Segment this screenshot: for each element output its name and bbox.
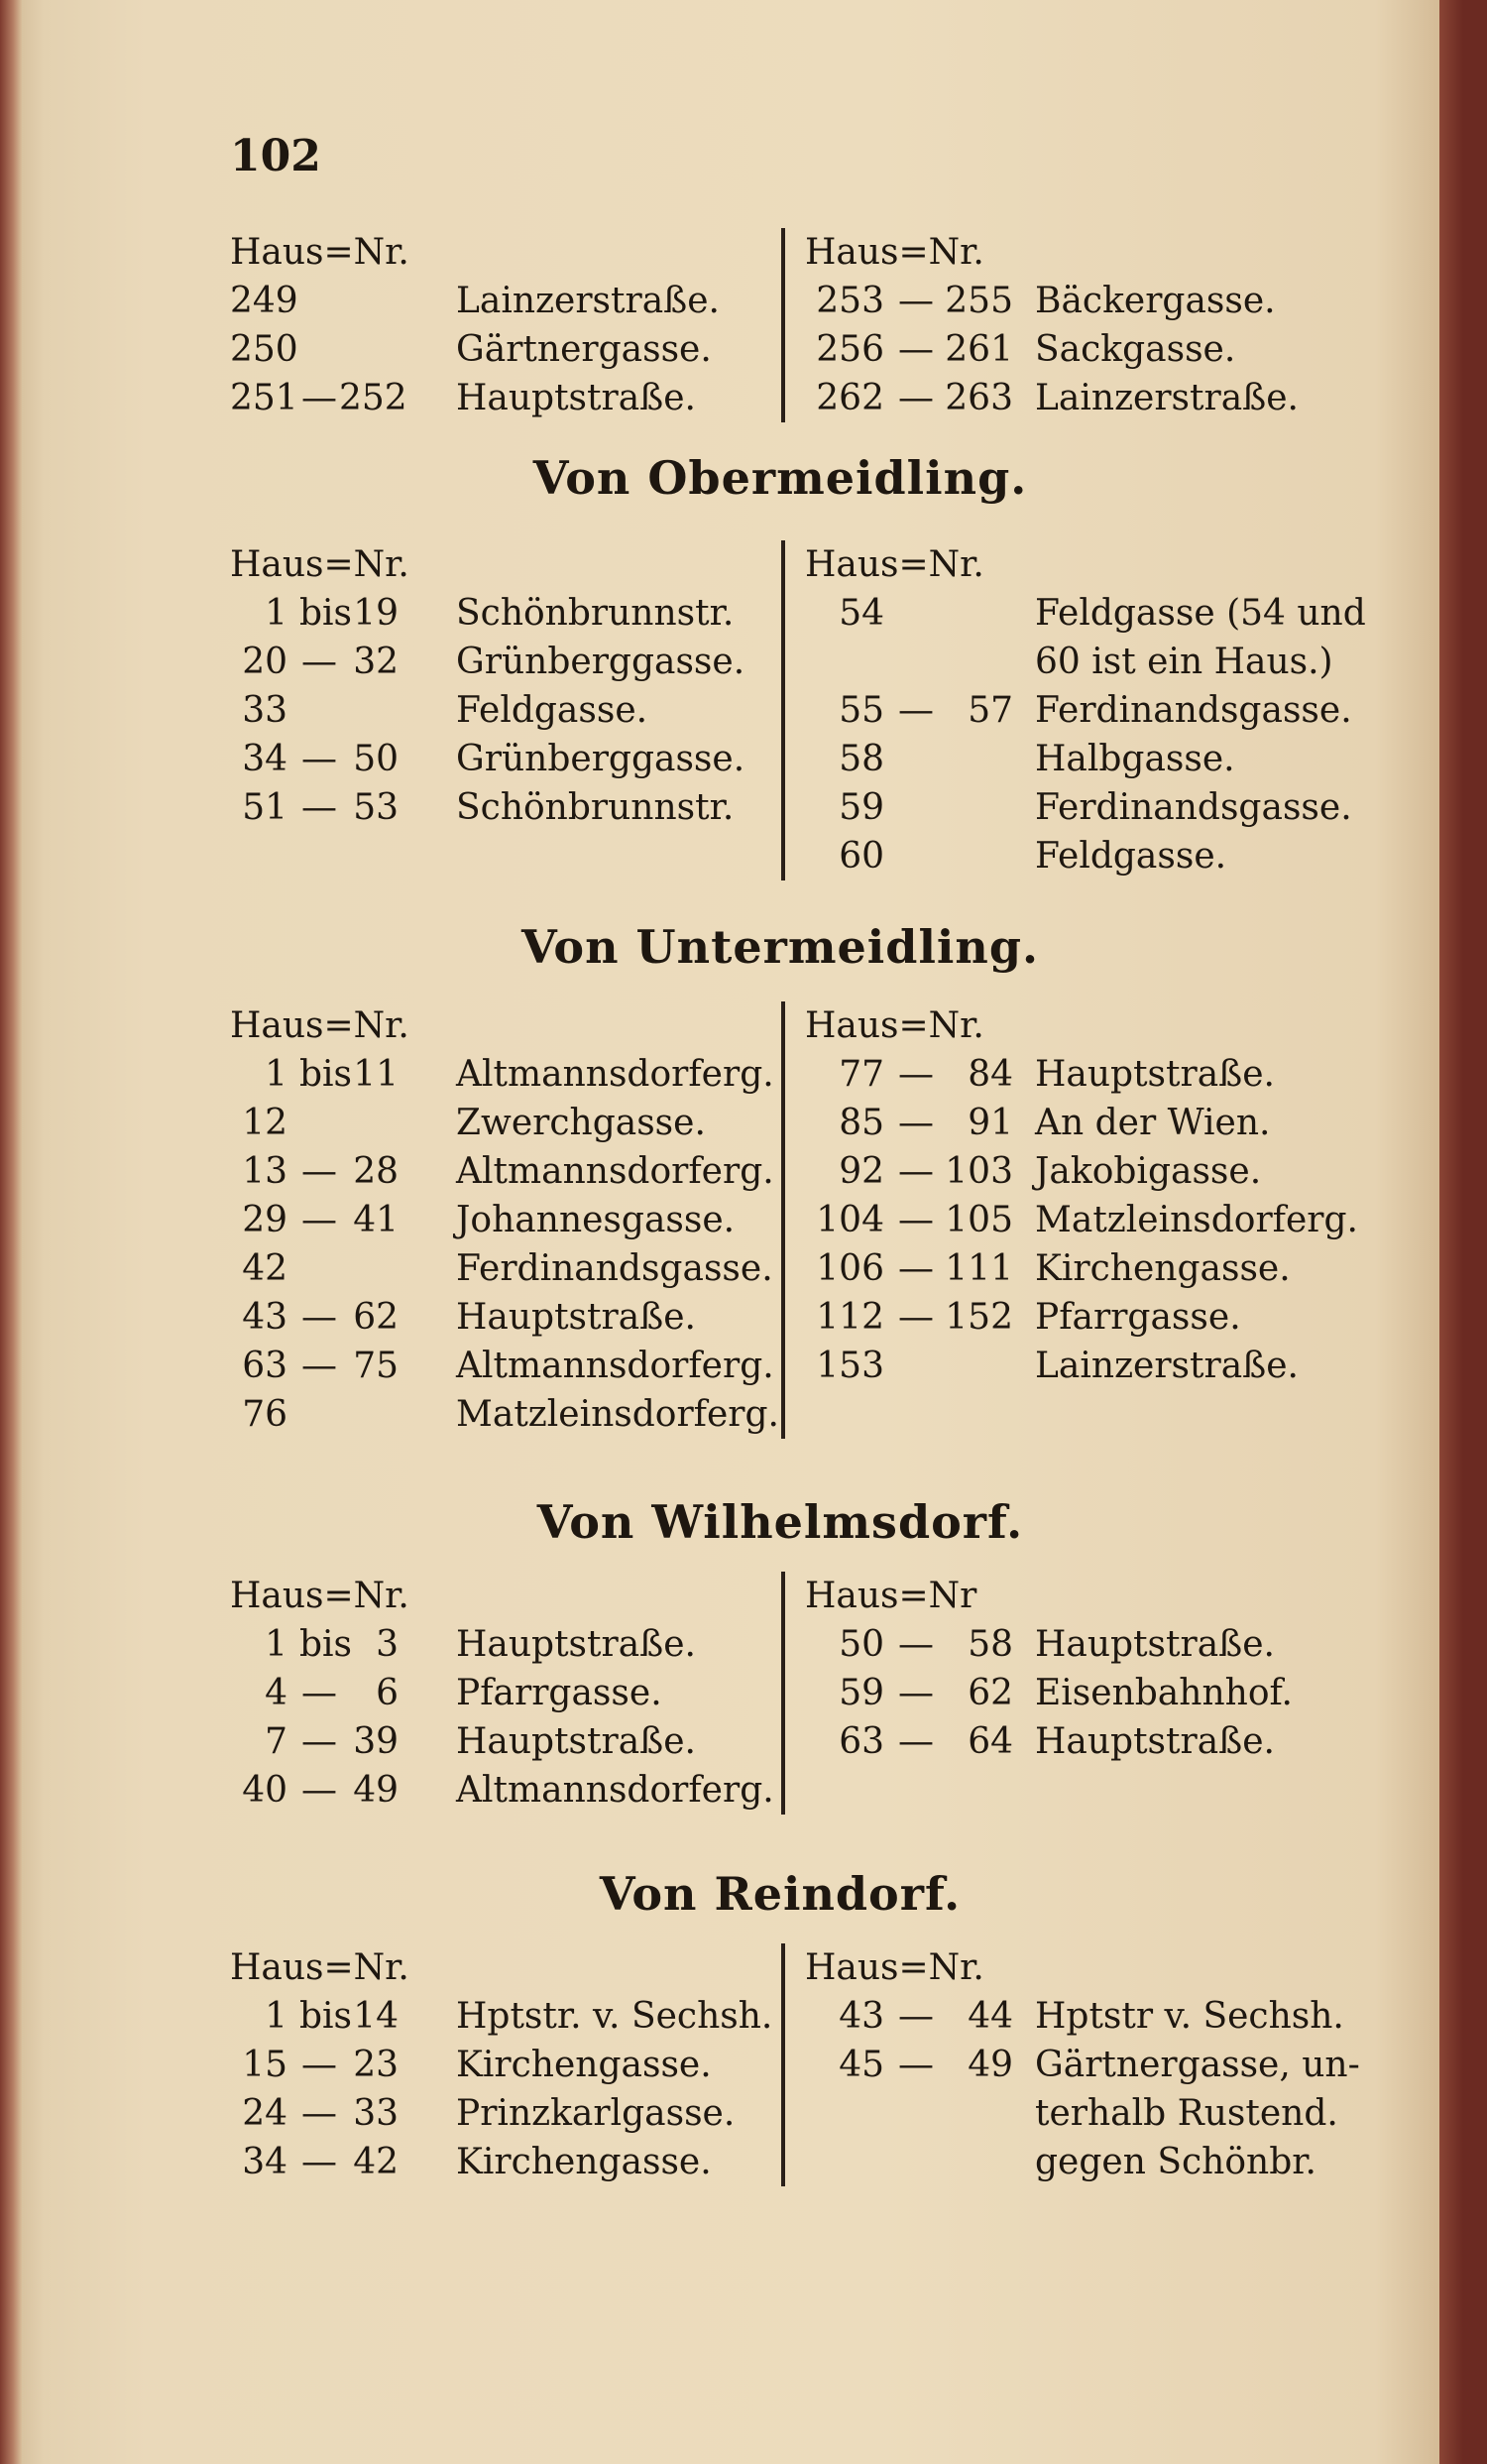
house-number-to: 64 <box>968 1721 1013 1762</box>
range-separator: — <box>898 1673 934 1713</box>
range-separator: — <box>898 329 934 370</box>
list-item <box>805 277 1340 325</box>
range-separator: — <box>301 642 337 682</box>
house-number-from: 106 <box>816 1248 884 1289</box>
range-separator: — <box>301 1770 337 1811</box>
section-heading: Von Untermeidling. <box>520 920 1040 974</box>
page-number: 102 <box>230 131 321 181</box>
column-divider <box>781 1001 785 1439</box>
column-header: Haus=Nr. <box>230 1947 409 1988</box>
column-header: Haus=Nr. <box>230 232 409 273</box>
list-item <box>230 1050 774 1099</box>
list-item <box>805 686 1352 735</box>
house-number-from: 77 <box>839 1054 884 1095</box>
range-separator: — <box>301 739 337 779</box>
house-number-from: 40 <box>242 1770 287 1811</box>
range-separator: bis <box>299 1054 353 1095</box>
right-column <box>805 540 1366 880</box>
street-name: Hauptstraße. <box>1035 1054 1275 1095</box>
street-name: Hptstr. v. Sechsh. <box>456 1996 773 2037</box>
list-item <box>230 1342 774 1390</box>
street-name: Altmannsdorferg. <box>456 1346 774 1386</box>
house-number-from: 253 <box>816 281 884 321</box>
range-separator: — <box>301 1673 337 1713</box>
list-item <box>805 589 1366 638</box>
house-number-to: 32 <box>353 642 399 682</box>
house-number-to: 62 <box>353 1297 399 1338</box>
street-name: Hauptstraße. <box>1035 1624 1275 1665</box>
house-number-to: 50 <box>353 739 399 779</box>
range-separator: — <box>898 378 934 418</box>
street-name: Lainzerstraße. <box>1035 378 1299 418</box>
house-number-from: 51 <box>242 787 287 828</box>
column-header: Haus=Nr. <box>230 544 409 585</box>
range-separator: — <box>898 1624 934 1665</box>
list-item <box>805 2138 1340 2186</box>
section-heading: Von Obermeidling. <box>532 451 1028 505</box>
list-item <box>805 374 1340 422</box>
house-number-from: 1 <box>265 1624 287 1665</box>
house-number-from: 33 <box>242 690 287 731</box>
house-number-from: 59 <box>839 787 884 828</box>
house-number-from: 29 <box>242 1200 287 1240</box>
house-number-to: 252 <box>339 378 407 418</box>
list-item <box>805 1293 1340 1342</box>
house-number-from: 58 <box>839 739 884 779</box>
list-item <box>230 1196 765 1244</box>
list-item <box>230 1293 765 1342</box>
street-name: gegen Schönbr. <box>1035 2142 1316 2182</box>
column-header: Haus=Nr. <box>805 1947 984 1988</box>
list-item <box>230 277 765 325</box>
house-number-from: 43 <box>242 1297 287 1338</box>
list-item <box>230 1147 774 1196</box>
column-divider <box>781 1572 785 1815</box>
house-number-from: 251 <box>230 378 298 418</box>
range-separator: — <box>301 1346 337 1386</box>
range-separator: — <box>301 1297 337 1338</box>
house-number-to: 255 <box>945 281 1013 321</box>
house-number-from: 60 <box>839 836 884 877</box>
left-column <box>230 540 765 832</box>
street-name: Grünberggasse. <box>456 642 745 682</box>
list-item <box>805 735 1340 783</box>
street-name: Feldgasse (54 und <box>1035 593 1366 634</box>
house-number-from: 20 <box>242 642 287 682</box>
street-name: Schönbrunnstr. <box>456 787 735 828</box>
house-number-from: 85 <box>839 1103 884 1143</box>
house-number-from: 12 <box>242 1103 287 1143</box>
list-item <box>230 1717 765 1766</box>
house-number-from: 55 <box>839 690 884 731</box>
house-number-to: 111 <box>945 1248 1013 1289</box>
street-name: Grünberggasse. <box>456 739 745 779</box>
list-item <box>230 1766 774 1815</box>
column-header: Haus=Nr. <box>230 1005 409 1046</box>
range-separator: bis <box>299 593 353 634</box>
list-item <box>805 325 1340 374</box>
house-number-to: 14 <box>353 1996 399 2037</box>
section-heading: Von Wilhelmsdorf. <box>536 1495 1024 1549</box>
range-separator: — <box>301 787 337 828</box>
house-number-from: 13 <box>242 1151 287 1192</box>
house-number-from: 34 <box>242 739 287 779</box>
range-separator: bis <box>299 1996 353 2037</box>
street-name: Lainzerstraße. <box>456 281 720 321</box>
street-name: Kirchengasse. <box>456 2142 712 2182</box>
range-separator: bis <box>299 1624 353 1665</box>
range-separator: — <box>301 2093 337 2134</box>
column-header: Haus=Nr. <box>805 232 984 273</box>
column-header: Haus=Nr. <box>805 544 984 585</box>
list-item <box>805 832 1340 880</box>
house-number-to: 91 <box>968 1103 1013 1143</box>
house-number-from: 4 <box>265 1673 287 1713</box>
range-separator: — <box>898 1054 934 1095</box>
street-name: Gärtnergasse, un- <box>1035 2045 1360 2085</box>
list-item <box>230 325 765 374</box>
house-number-from: 76 <box>242 1394 287 1435</box>
list-item <box>805 2089 1340 2138</box>
list-item <box>805 1244 1340 1293</box>
house-number-to: 75 <box>353 1346 399 1386</box>
list-item <box>805 1992 1344 2041</box>
left-column <box>230 1572 774 1815</box>
section-heading: Von Reindorf. <box>599 1867 962 1921</box>
house-number-to: 49 <box>353 1770 399 1811</box>
house-number-to: 3 <box>376 1624 399 1665</box>
range-separator: — <box>301 1151 337 1192</box>
range-separator: — <box>898 1151 934 1192</box>
column-divider <box>781 228 785 422</box>
street-name: Altmannsdorferg. <box>456 1151 774 1192</box>
street-name: Schönbrunnstr. <box>456 593 735 634</box>
list-item <box>805 1147 1340 1196</box>
house-number-from: 1 <box>265 1996 287 2037</box>
street-name: Hauptstraße. <box>456 378 696 418</box>
house-number-to: 103 <box>945 1151 1013 1192</box>
range-separator: — <box>898 1297 934 1338</box>
range-separator: — <box>301 1721 337 1762</box>
street-name: Eisenbahnhof. <box>1035 1673 1293 1713</box>
left-column <box>230 228 765 422</box>
column-header: Haus=Nr. <box>230 1576 409 1616</box>
column-divider <box>781 1943 785 2186</box>
street-name: Kirchengasse. <box>456 2045 712 2085</box>
range-separator: — <box>898 1996 934 2037</box>
street-name: Altmannsdorferg. <box>456 1770 774 1811</box>
house-number-from: 50 <box>839 1624 884 1665</box>
house-number-from: 1 <box>265 593 287 634</box>
house-number-from: 7 <box>265 1721 287 1762</box>
house-number-to: 11 <box>353 1054 399 1095</box>
range-separator: — <box>898 281 934 321</box>
range-separator: — <box>301 2142 337 2182</box>
street-name: Zwerchgasse. <box>456 1103 706 1143</box>
list-item <box>805 1342 1340 1390</box>
street-name: Hptstr v. Sechsh. <box>1035 1996 1344 2037</box>
house-number-to: 41 <box>353 1200 399 1240</box>
list-item <box>230 1099 765 1147</box>
house-number-from: 104 <box>816 1200 884 1240</box>
list-item <box>805 1717 1340 1766</box>
list-item <box>805 1196 1359 1244</box>
house-number-from: 43 <box>839 1996 884 2037</box>
column-divider <box>781 540 785 880</box>
list-item <box>230 1244 773 1293</box>
street-name: terhalb Rustend. <box>1035 2093 1338 2134</box>
book-edge <box>1439 0 1463 2464</box>
house-number-from: 112 <box>816 1297 884 1338</box>
house-number-from: 34 <box>242 2142 287 2182</box>
list-item <box>230 374 765 422</box>
house-number-to: 6 <box>376 1673 399 1713</box>
list-item <box>805 2041 1360 2089</box>
left-column <box>230 1943 773 2186</box>
right-column <box>805 1572 1340 1766</box>
range-separator: — <box>301 378 337 418</box>
street-name: 60 ist ein Haus.) <box>1035 642 1333 682</box>
range-separator: — <box>898 690 934 731</box>
street-name: Halbgasse. <box>1035 739 1235 779</box>
list-item <box>230 589 765 638</box>
street-name: Hauptstraße. <box>1035 1721 1275 1762</box>
range-separator: — <box>898 1200 934 1240</box>
list-item <box>230 783 765 832</box>
house-number-to: 23 <box>353 2045 399 2085</box>
house-number-to: 84 <box>968 1054 1013 1095</box>
list-item <box>230 2089 765 2138</box>
range-separator: — <box>898 2045 934 2085</box>
house-number-to: 261 <box>945 329 1013 370</box>
street-name: Bäckergasse. <box>1035 281 1276 321</box>
house-number-to: 33 <box>353 2093 399 2134</box>
house-number-to: 42 <box>353 2142 399 2182</box>
house-number-from: 256 <box>816 329 884 370</box>
house-number-from: 153 <box>816 1346 884 1386</box>
house-number-to: 105 <box>945 1200 1013 1240</box>
house-number-to: 28 <box>353 1151 399 1192</box>
street-name: Feldgasse. <box>456 690 648 731</box>
street-name: Feldgasse. <box>1035 836 1227 877</box>
house-number-to: 19 <box>353 593 399 634</box>
house-number-from: 24 <box>242 2093 287 2134</box>
house-number-to: 62 <box>968 1673 1013 1713</box>
street-name: Ferdinandsgasse. <box>1035 690 1352 731</box>
house-number-to: 53 <box>353 787 399 828</box>
house-number-to: 263 <box>945 378 1013 418</box>
street-name: Prinzkarlgasse. <box>456 2093 736 2134</box>
list-item <box>230 2041 765 2089</box>
list-item <box>805 1669 1340 1717</box>
list-item <box>805 1099 1340 1147</box>
street-name: Lainzerstraße. <box>1035 1346 1299 1386</box>
street-name: Johannesgasse. <box>456 1200 736 1240</box>
house-number-from: 45 <box>839 2045 884 2085</box>
range-separator: — <box>898 1103 934 1143</box>
list-item <box>230 1390 780 1439</box>
right-column <box>805 228 1340 422</box>
house-number-from: 250 <box>230 329 298 370</box>
list-item <box>805 638 1340 686</box>
list-item <box>230 1992 773 2041</box>
street-name: Altmannsdorferg. <box>456 1054 774 1095</box>
street-name: Ferdinandsgasse. <box>1035 787 1352 828</box>
column-header: Haus=Nr <box>805 1576 977 1616</box>
house-number-to: 57 <box>968 690 1013 731</box>
list-item <box>805 1050 1340 1099</box>
street-name: Gärtnergasse. <box>456 329 712 370</box>
street-name: Matzleinsdorferg. <box>456 1394 780 1435</box>
house-number-to: 44 <box>968 1996 1013 2037</box>
house-number-from: 54 <box>839 593 884 634</box>
street-name: Hauptstraße. <box>456 1624 696 1665</box>
street-name: Hauptstraße. <box>456 1721 696 1762</box>
range-separator: — <box>898 1721 934 1762</box>
street-name: Jakobigasse. <box>1035 1151 1262 1192</box>
street-name: An der Wien. <box>1035 1103 1271 1143</box>
house-number-to: 58 <box>968 1624 1013 1665</box>
house-number-from: 59 <box>839 1673 884 1713</box>
range-separator: — <box>301 2045 337 2085</box>
house-number-from: 42 <box>242 1248 287 1289</box>
house-number-to: 152 <box>945 1297 1013 1338</box>
right-column <box>805 1943 1360 2186</box>
list-item <box>230 735 765 783</box>
street-name: Kirchengasse. <box>1035 1248 1291 1289</box>
house-number-from: 63 <box>242 1346 287 1386</box>
house-number-from: 262 <box>816 378 884 418</box>
street-name: Pfarrgasse. <box>1035 1297 1241 1338</box>
house-number-from: 1 <box>265 1054 287 1095</box>
list-item <box>230 2138 765 2186</box>
list-item <box>805 1620 1340 1669</box>
list-item <box>230 1669 765 1717</box>
street-name: Hauptstraße. <box>456 1297 696 1338</box>
house-number-from: 63 <box>839 1721 884 1762</box>
street-name: Matzleinsdorferg. <box>1035 1200 1359 1240</box>
house-number-to: 49 <box>968 2045 1013 2085</box>
page-gutter <box>0 0 22 2464</box>
range-separator: — <box>301 1200 337 1240</box>
house-number-to: 39 <box>353 1721 399 1762</box>
range-separator: — <box>898 1248 934 1289</box>
house-number-from: 92 <box>839 1151 884 1192</box>
street-name: Pfarrgasse. <box>456 1673 662 1713</box>
right-column <box>805 1001 1359 1390</box>
list-item <box>805 783 1352 832</box>
list-item <box>230 1620 765 1669</box>
left-column <box>230 1001 780 1439</box>
list-item <box>230 638 765 686</box>
list-item <box>230 686 765 735</box>
house-number-from: 249 <box>230 281 298 321</box>
street-name: Sackgasse. <box>1035 329 1236 370</box>
house-number-from: 15 <box>242 2045 287 2085</box>
street-name: Ferdinandsgasse. <box>456 1248 773 1289</box>
column-header: Haus=Nr. <box>805 1005 984 1046</box>
